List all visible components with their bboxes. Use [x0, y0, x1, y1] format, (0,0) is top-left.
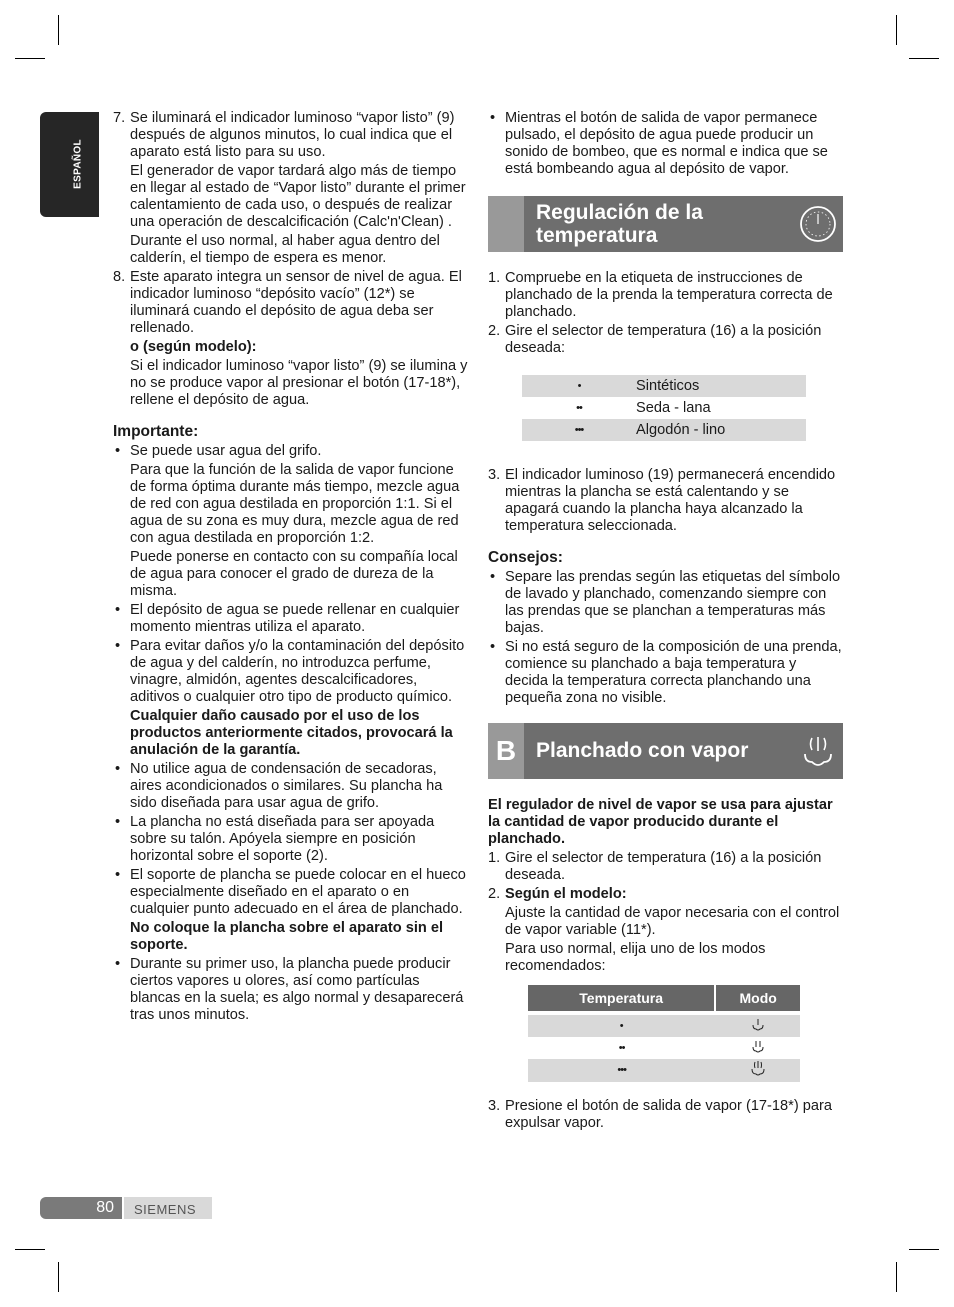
list-item: [113, 956, 469, 1024]
paragraph: Para que la función de la salida de vapor funcione de forma óptima durante más tiempo, mezcle agua de red con agua destilada en proporción 1:1. Si el agua de su zona es muy dura, mezcle agua de red con agua destilada en proporción 1:2.: [130, 462, 460, 546]
step-number: 2.: [488, 886, 501, 902]
paragraph: Gire el selector de temperatura (16) a la posición deseada.: [505, 850, 822, 883]
table-header: Temperatura: [528, 985, 715, 1011]
table-row: [522, 375, 806, 397]
step-number: 1.: [488, 270, 501, 286]
steam-intro: El regulador de nivel de vapor se usa para ajustar la cantidad de vapor producido durante el planchado.: [488, 797, 833, 847]
table-row: [528, 1037, 800, 1059]
steam-high-icon: [749, 1059, 767, 1077]
crop-mark: [58, 15, 59, 45]
paragraph: • Mientras el botón de salida de vapor permanece pulsado, el depósito de agua puede producir un sonido de bombeo, que es normal e indica que se está bombeando agua al depósito de vapor.: [505, 110, 828, 177]
list-item: [113, 602, 469, 636]
list-item: [113, 638, 469, 759]
paragraph: Se iluminará el indicador luminoso “vapor listo” (9) después de algunos minutos, lo cual indica que el aparato está listo para su uso.: [130, 110, 455, 160]
paragraph: • Para evitar daños y/o la contaminación del depósito de agua y del calderín, no introduzca perfume, vinagre, almidón, agentes descalcificadores, aditivos o cualquier otro tipo de producto químico.: [130, 638, 465, 705]
steam-low-icon: [750, 1016, 766, 1032]
brand-name: SIEMENS: [134, 1202, 197, 1217]
table-row: [528, 1059, 800, 1082]
paragraph: • La plancha no está diseñada para ser apoyada sobre su talón. Apóyela siempre en posición horizontal sobre el soporte (2).: [130, 814, 435, 864]
list-item: [488, 110, 843, 178]
table-cell-label: Seda - lana: [636, 399, 711, 416]
crop-mark: [896, 15, 897, 45]
paragraph: • No utilice agua de condensación de secadoras, aires acondicionados o similares. Su plancha ha sido diseñada para usar agua de grifo.: [130, 761, 443, 811]
section-title: [536, 201, 703, 247]
importante-heading: Importante:: [113, 423, 199, 440]
step-number: 8.: [113, 269, 126, 285]
crop-mark: [58, 1262, 59, 1292]
table-cell-label: Sintéticos: [636, 375, 806, 397]
temperature-table: [522, 375, 806, 441]
consejos-heading: Consejos:: [488, 549, 563, 566]
section-letter: B: [495, 735, 517, 766]
left-column: [113, 110, 469, 1026]
paragraph: Si el indicador luminoso “vapor listo” (9) se ilumina y no se produce vapor al presionar el botón (17-18*), rellene el depósito de agua.: [130, 358, 468, 408]
steam-step-1: [488, 850, 843, 884]
paragraph: • Se puede usar agua del grifo.: [130, 443, 322, 459]
paragraph: Puede ponerse en contacto con su compañía local de agua para conocer el grado de dureza de la misma.: [130, 549, 458, 599]
table-cell-dots: ••: [618, 1041, 625, 1054]
paragraph: Para uso normal, elija uno de los modos recomendados:: [505, 941, 766, 974]
list-item: [113, 814, 469, 865]
language-tab-label: ESPAÑOL: [72, 139, 84, 189]
brand-badge: [124, 1197, 212, 1219]
paragraph: o (según modelo):: [130, 339, 257, 355]
table-cell-dots: •••: [522, 419, 636, 441]
section-accent: [488, 196, 524, 252]
crop-mark: [15, 58, 45, 59]
table-cell-dots: •: [528, 1015, 715, 1037]
table-header: Modo: [715, 985, 800, 1011]
list-item: [113, 867, 469, 954]
right-column: [488, 110, 843, 1134]
crop-mark: [909, 1249, 939, 1250]
paragraph: No coloque la plancha sobre el aparato sin el soporte.: [130, 920, 444, 953]
list-item: [113, 443, 469, 600]
table-cell-mode: [715, 1059, 800, 1082]
temp-step-3: [488, 467, 843, 535]
step-8: [113, 269, 469, 409]
crop-mark: [909, 58, 939, 59]
crop-mark: [896, 1262, 897, 1292]
temperature-dial-icon: [799, 205, 837, 243]
paragraph: Ajuste la cantidad de vapor necesaria con el control de vapor variable (11*).: [505, 905, 840, 938]
table-row: [522, 397, 806, 419]
paragraph: • El depósito de agua se puede rellenar en cualquier momento mientras utiliza el aparato.: [130, 602, 460, 635]
step-number: 3.: [488, 467, 501, 483]
section-title-line: Regulación de la: [536, 201, 703, 224]
section-header-steam: [488, 723, 843, 779]
table-cell-dots: •: [522, 375, 636, 397]
step-number: 7.: [113, 110, 126, 126]
step-7: [113, 110, 469, 267]
paragraph: • Si no está seguro de la composición de una prenda, comience su planchado a baja temperatura y decida la temperatura correcta planchando una pequeña zona no visible.: [505, 639, 842, 706]
paragraph: Gire el selector de temperatura (16) a la posición deseada:: [505, 323, 822, 356]
temp-step-2: [488, 323, 843, 357]
steam-step-2: [488, 886, 843, 975]
table-header-row: [528, 985, 800, 1011]
step-number: 1.: [488, 850, 501, 866]
language-tab: [40, 112, 99, 217]
list-item: [488, 569, 843, 637]
paragraph: • Separe las prendas según las etiquetas del símbolo de lavado y planchado, comenzando siempre con las prendas que se planchan a temperaturas más bajas.: [505, 569, 841, 636]
table-cell-dots: •••: [528, 1059, 715, 1082]
section-header-temperature: [488, 196, 843, 252]
importante-list: [113, 443, 469, 1024]
page-number: 80: [96, 1199, 114, 1216]
temp-step-1: [488, 270, 843, 321]
paragraph: Este aparato integra un sensor de nivel de agua. El indicador luminoso “depósito vacío” (12*) se iluminará cuando el depósito de agua deba ser rellenado.: [130, 269, 462, 336]
table-cell-label: Algodón - lino: [636, 419, 806, 441]
consejos-list: [488, 569, 843, 707]
crop-mark: [15, 1249, 45, 1250]
paragraph: Según el modelo:: [505, 886, 627, 902]
section-title-line: temperatura: [536, 224, 658, 247]
table-cell-mode: [715, 1015, 800, 1037]
table-row: [522, 419, 806, 441]
paragraph: El indicador luminoso (19) permanecerá encendido mientras la plancha se está calentando y se apagará cuando la plancha haya alcanzado la temperatura seleccionada.: [505, 467, 836, 534]
paragraph: El generador de vapor tardará algo más de tiempo en llegar al estado de “Vapor listo” durante el primer calentamiento de cada uso, o después de realizar una operación de descalcificación (Calc'n'Clean) .: [130, 163, 466, 230]
page-number-badge: [40, 1197, 122, 1219]
steam-medium-icon: [750, 1038, 766, 1054]
paragraph: Cualquier daño causado por el uso de los productos anteriormente citados, provocará la anulación de la garantía.: [130, 708, 453, 758]
steam-mode-table: [528, 985, 800, 1082]
steam-step-3: [488, 1098, 843, 1132]
table-row: [528, 1015, 800, 1037]
paragraph: • Durante su primer uso, la plancha puede producir ciertos vapores u olores, así como partículas blancas en la suela; es algo normal y desaparecerá tras unos minutos.: [130, 956, 464, 1023]
section-title: Planchado con vapor: [536, 739, 749, 762]
paragraph: • El soporte de plancha se puede colocar en el hueco especialmente diseñado en el aparato o en cualquier punto adecuado en el área de planchado.: [130, 867, 466, 917]
table-cell-dots: ••: [576, 401, 582, 414]
list-item: [488, 639, 843, 707]
step-number: 3.: [488, 1098, 501, 1114]
steam-icon: [799, 732, 837, 770]
paragraph: Durante el uso normal, al haber agua dentro del calderín, el tiempo de espera es menor.: [130, 233, 440, 266]
paragraph: Presione el botón de salida de vapor (17-18*) para expulsar vapor.: [505, 1098, 832, 1131]
paragraph: Compruebe en la etiqueta de instrucciones de planchado de la prenda la temperatura correcta de planchado.: [505, 270, 833, 320]
step-number: 2.: [488, 323, 501, 339]
top-bullet-list: [488, 110, 843, 178]
table-cell-mode: [715, 1037, 800, 1059]
list-item: [113, 761, 469, 812]
